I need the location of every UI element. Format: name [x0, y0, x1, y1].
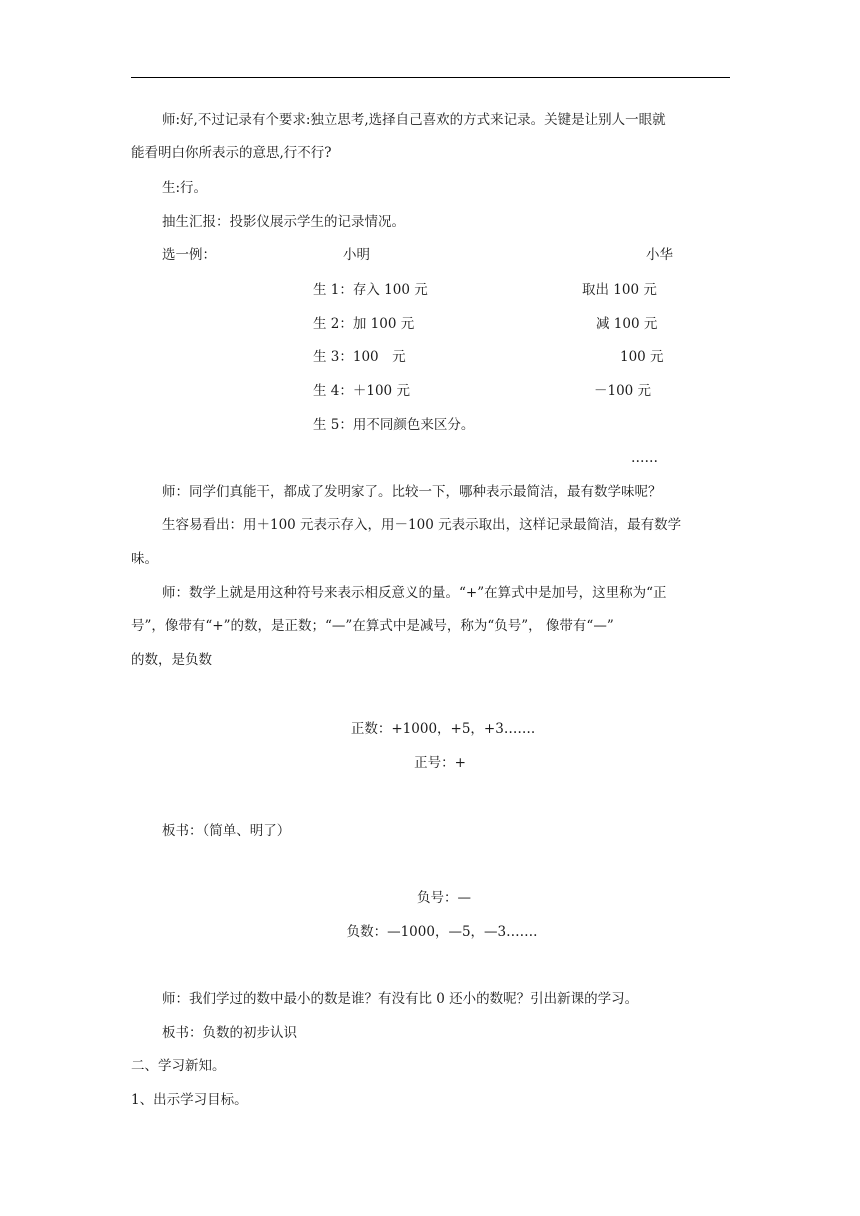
paragraph: 1、出示学习目标。 [131, 1092, 248, 1108]
paragraph-line: 生容易看出：用＋100 元表示存入，用－100 元表示取出，这样记录最简洁，最有数学 [162, 517, 682, 533]
student-record: 生 3：100 元 [313, 349, 406, 365]
negative-numbers: 负数：—1000，—5，—3……. [346, 924, 538, 940]
header-rule [131, 77, 730, 78]
other-record: 取出 100 元 [582, 282, 657, 298]
student-record: 生 1：存入 100 元 [313, 282, 428, 298]
student-record: 生 5：用不同颜色来区分。 [313, 417, 475, 433]
paragraph: 师：我们学过的数中最小的数是谁？有没有比 0 还小的数呢？引出新课的学习。 [162, 991, 639, 1007]
board-note: 板书：（简单、明了） [162, 823, 291, 839]
positive-sign: 正号：+ [414, 755, 466, 771]
example-label: 选一例： [162, 247, 216, 263]
negative-sign: 负号：— [417, 890, 471, 906]
paragraph: 抽生汇报：投影仪展示学生的记录情况。 [162, 214, 405, 230]
column-header-xiaoming: 小明 [343, 247, 370, 263]
column-header-xiaohua: 小华 [646, 247, 673, 263]
other-record: －100 元 [594, 383, 652, 399]
paragraph: 师：同学们真能干，都成了发明家了。比较一下，哪种表示最简洁，最有数学味呢？ [162, 484, 662, 500]
paragraph-line: 能看明白你所表示的意思,行不行? [131, 145, 332, 161]
other-record: 减 100 元 [596, 316, 658, 332]
paragraph-line: 师:好,不过记录有个要求:独立思考,选择自己喜欢的方式来记录。关键是让别人一眼就 [162, 112, 666, 128]
paragraph-line: 的数，是负数 [131, 652, 212, 668]
student-record: 生 4：＋100 元 [313, 383, 410, 399]
paragraph: 生:行。 [162, 180, 208, 196]
paragraph: 板书：负数的初步认识 [162, 1025, 297, 1041]
paragraph-line: 号”，像带有“+”的数，是正数；“—”在算式中是减号，称为“负号”， 像带有“—” [131, 618, 614, 634]
positive-numbers: 正数：+1000，+5，+3……. [350, 721, 536, 737]
section-heading: 二、学习新知。 [131, 1058, 226, 1074]
ellipsis: …… [631, 450, 658, 466]
paragraph-line: 师：数学上就是用这种符号来表示相反意义的量。“+”在算式中是加号，这里称为“正 [162, 585, 667, 601]
paragraph-line: 味。 [131, 551, 158, 567]
student-record: 生 2：加 100 元 [313, 316, 415, 332]
other-record: 100 元 [620, 349, 664, 365]
